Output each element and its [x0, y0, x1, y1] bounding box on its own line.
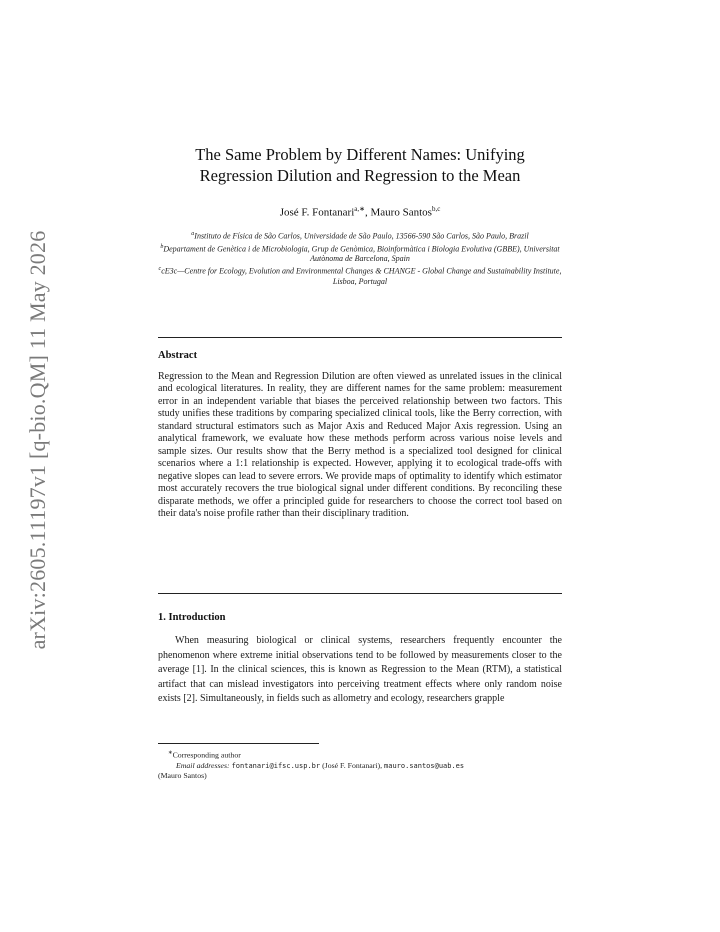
author-santos: Mauro Santos	[370, 206, 432, 219]
introduction-paragraph: When measuring biological or clinical systems, researchers frequently encounter the phenomenon where extreme initial observations tend to be followed by measurements closer to the average [1]. In the clinical sciences, this is known as Regression to the Mean (RTM), a statistical artifact that can mislead investigators into perceiving treatment effects where only random noise exists [2]. Simultaneously, in fields such as allometry and ecology, researchers grapple	[158, 635, 562, 705]
affiliation-c	[158, 264, 562, 287]
author-separator: ,	[365, 206, 371, 219]
author-santos-marks: b,c	[431, 205, 441, 213]
title-line-2: Regression Dilution and Regression to the Mean	[199, 166, 521, 185]
footnote-emails	[158, 761, 562, 771]
introduction-heading: 1. Introduction	[158, 612, 226, 623]
affiliation-b	[158, 242, 562, 265]
abstract-bottom-rule	[158, 593, 562, 594]
affiliation-a-text: Instituto de Física de São Carlos, Universidade de São Paulo, 13566-590 São Carlos, São Paulo, Brazil	[194, 231, 529, 241]
affiliation-b-text: Departament de Genètica i de Microbiologia, Grup de Genòmica, Bioinformàtica i Biologia Evolutiva (GBBE), Universitat Autònoma de Barcelona, Spain	[163, 244, 560, 264]
author-list	[158, 205, 562, 219]
email-santos[interactable]: mauro.santos@uab.es	[384, 761, 465, 770]
affiliation-c-mark: c	[158, 266, 162, 273]
affiliation-c-text: cE3c—Centre for Ecology, Evolution and Environmental Changes & CHANGE - Global Change and Sustainability Institute, Lisboa, Portugal	[161, 266, 562, 286]
abstract-top-rule	[158, 337, 562, 338]
footnote-corresponding-text: Corresponding author	[172, 750, 241, 760]
footnotes	[158, 748, 562, 781]
footnote-santos-name: (Mauro Santos)	[158, 770, 207, 780]
email-label: Email addresses:	[176, 760, 230, 770]
title-line-1: The Same Problem by Different Names: Unifying	[195, 145, 525, 164]
affiliation-a-mark: a	[191, 231, 195, 237]
author-fontanari: José F. Fontanari	[279, 206, 355, 219]
abstract-heading: Abstract	[158, 350, 198, 361]
email-fontanari-name: (José F. Fontanari),	[322, 760, 383, 770]
footnote-rule	[158, 743, 319, 744]
affiliations	[158, 229, 562, 287]
author-fontanari-marks: a,∗	[354, 205, 366, 213]
arxiv-identifier: arXiv:2605.11197v1 [q-bio.QM] 11 May 2026	[25, 230, 50, 650]
footnote-corresponding	[158, 748, 562, 761]
affiliation-a	[158, 229, 562, 242]
footnote-corresponding-mark: ∗	[168, 750, 173, 756]
email-fontanari[interactable]: fontanari@ifsc.usp.br	[231, 761, 321, 770]
paper-title	[158, 144, 562, 186]
abstract-text: Regression to the Mean and Regression Dilution are often viewed as unrelated issues in the clinical and ecological literatures. In reality, they are different names for the same problem: measurement error in an independent variable that biases the perceived relationship between two factors. This study unifies these traditions by comparing specialized clinical tools, like the Berry correction, with standard structural estimators such as Major Axis and Reduced Major Axis regression. Using an analytical framework, we evaluate how these methods perform across various noise levels and sample sizes. Our results show that the Berry method is a specialized tool designed for clinical scenarios where a 1:1 relationship is expected. However, applying it to ecological trade-offs with negative slopes can lead to severe errors. We provide maps of optimality to identify which estimator most accurately recovers the true biological signal under different conditions. By reconciling these disparate methods, we offer a principled guide for researchers to choose the correct tool based on their data's noise profile rather than their disciplinary tradition.	[158, 371, 562, 519]
affiliation-b-mark: b	[160, 243, 164, 250]
